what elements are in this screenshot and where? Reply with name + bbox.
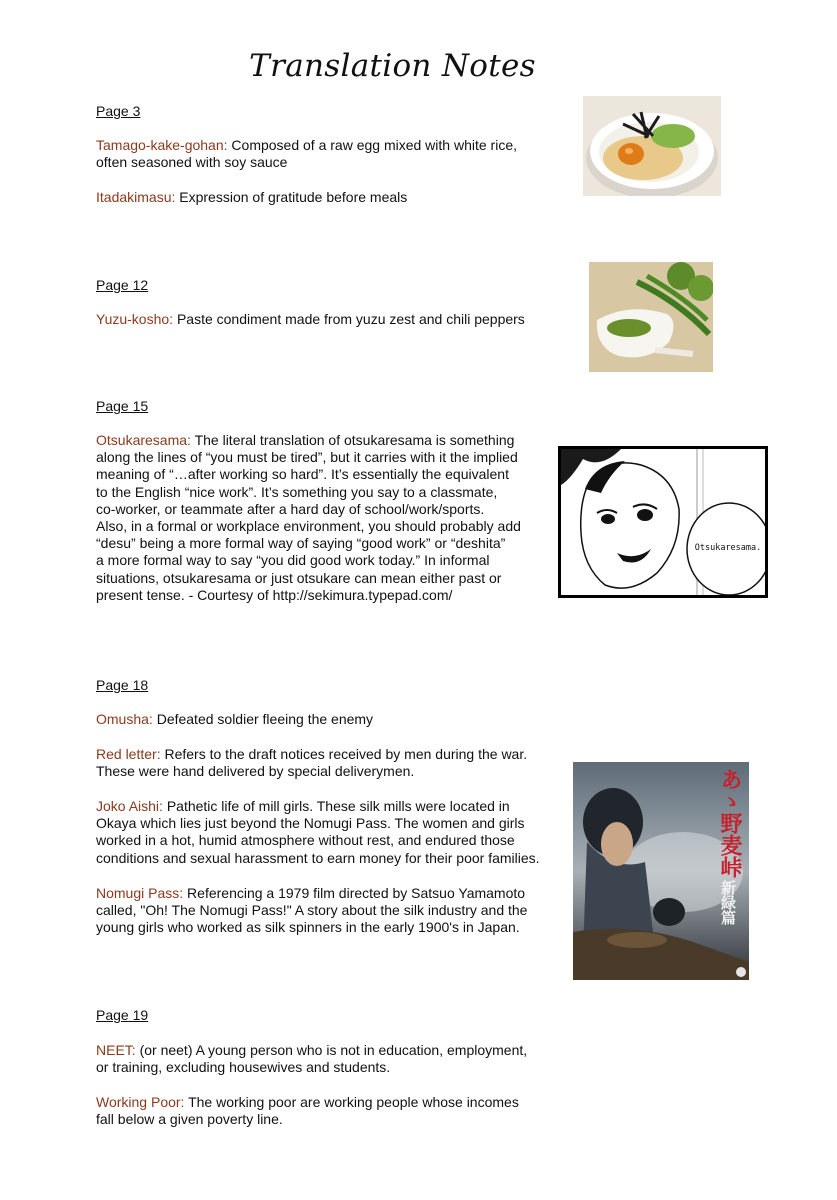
note-term: Red letter: [96, 746, 161, 762]
note-text: (or neet) A young person who is not in education, employment, or training, excluding housewives and students. [96, 1042, 528, 1076]
note-entry [96, 189, 556, 206]
note-term: Otsukaresama: [96, 432, 191, 448]
note-term: Itadakimasu: [96, 189, 176, 205]
note-entry [96, 432, 556, 604]
page-label-12: Page 12 [96, 277, 149, 293]
egg-rice-illustration [583, 96, 721, 196]
note-term: Joko Aishi: [96, 798, 163, 814]
note-text: The literal translation of otsukaresama is something along the lines of “you must be tired”, but it carries with it the implied meaning of “…after working so hard”. It’s essentially the equivalent to the English “nice work”. It’s something you say to a classmate, co-worker, or teammate after a hard day of school/work/sports. Also, in a formal or workplace environment, you should probably add “desu” being a more formal way of saying “good work” or “deshita” a more formal way to say “you did good work today.” In informal situations, otsukaresama or just otsukare can mean either past or present tense. - Courtesy of http://sekimura.typepad.com/ [96, 432, 521, 603]
poster-subtitle: 新緑篇 [719, 880, 737, 925]
note-term: Working Poor: [96, 1094, 185, 1110]
yuzu-kosho-image [589, 262, 713, 372]
note-text: The working poor are working people whose incomes fall below a given poverty line. [96, 1094, 519, 1128]
speech-bubble-text: Otsukaresama. [694, 543, 762, 553]
poster-title: あゝ野麦峠 [717, 768, 743, 878]
yuzu-kosho-illustration [589, 262, 713, 372]
note-entry [96, 1042, 566, 1076]
note-text: Composed of a raw egg mixed with white rice, often seasoned with soy sauce [96, 137, 517, 171]
manga-panel-image [558, 446, 768, 598]
egg-rice-image [583, 96, 721, 196]
movie-poster-image [573, 762, 749, 980]
note-entry [96, 746, 566, 780]
note-entry [96, 885, 566, 937]
manga-illustration [561, 449, 765, 595]
page-label-19: Page 19 [96, 1007, 149, 1023]
note-text: Defeated soldier fleeing the enemy [152, 711, 374, 727]
page-label-15: Page 15 [96, 398, 149, 414]
note-entry [96, 311, 566, 328]
note-text: Paste condiment made from yuzu zest and chili peppers [173, 311, 525, 327]
note-term: Tamago-kake-gohan: [96, 137, 228, 153]
document-title: Translation Notes [249, 48, 536, 84]
note-text: Expression of gratitude before meals [175, 189, 408, 205]
note-entry [96, 137, 556, 171]
note-entry [96, 1094, 566, 1128]
note-term: Yuzu-kosho: [96, 311, 174, 327]
note-entry [96, 798, 566, 867]
note-text: Refers to the draft notices received by men during the war. These were hand delivered by special deliverymen. [96, 746, 528, 780]
page-label-3: Page 3 [96, 103, 141, 119]
note-entry [96, 711, 566, 728]
page-label-18: Page 18 [96, 677, 149, 693]
note-term: Nomugi Pass: [96, 885, 184, 901]
note-text: Pathetic life of mill girls. These silk mills were located in Okaya which lies just beyond the Nomugi Pass. The women and girls worked in a hot, humid atmosphere without rest, and endured those conditions and sexual harassment to earn money for their poor families. [96, 798, 540, 866]
note-term: NEET: [96, 1042, 136, 1058]
note-term: Omusha: [96, 711, 153, 727]
note-text: Referencing a 1979 film directed by Satsuo Yamamoto called, "Oh! The Nomugi Pass!" A story about the silk industry and the young girls who worked as silk spinners in the early 1900's in Japan. [96, 885, 528, 936]
